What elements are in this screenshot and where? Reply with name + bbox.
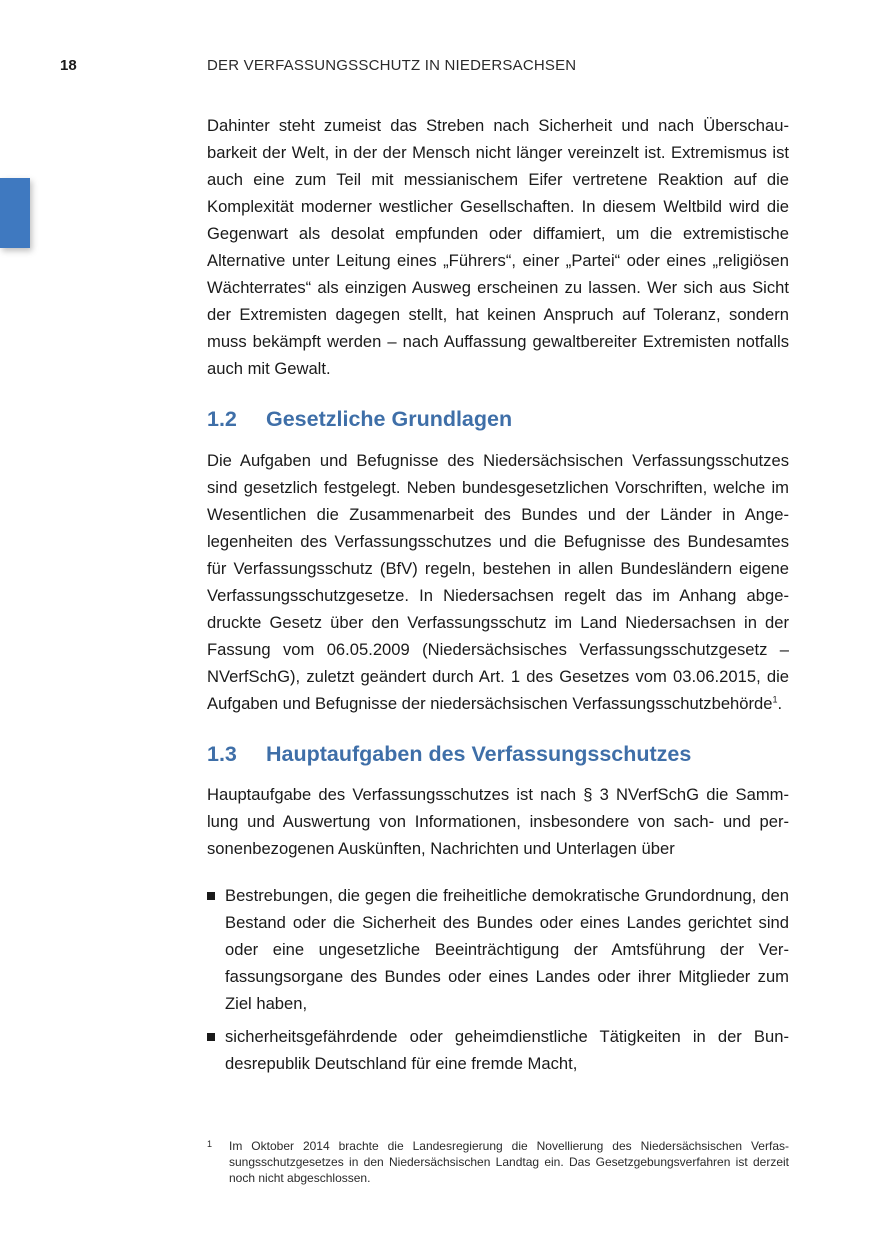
section-heading-1-3 <box>207 739 789 769</box>
square-bullet-icon <box>207 1033 215 1041</box>
intro-paragraph: Dahinter steht zumeist das Streben nach Sicherheit und nach Überschaubarkeit der Welt, in der der Mensch nicht länger vereinzelt ist. Extremismus ist auch eine zum Teil mit messianischem Eifer vertretene Reaktion auf die Komplexität moderner westlicher Gesellschaften. In diesem Weltbild wird die Gegenwart als desolat empfunden oder diffamiert, um die extremistische Alternative unter Leitung eines „Führers“, einer „Partei“ oder eines „religiösen Wächterrates“ als einzigen Ausweg erscheinen zu lassen. Wer sich aus Sicht der Extremisten dagegen stellt, hat keinen Anspruch auf Toleranz, sondern muss bekämpft werden – nach Auffassung gewaltbereiter Extremisten notfalls auch mit Gewalt. <box>207 116 789 378</box>
paragraph-text: Die Aufgaben und Befugnisse des Niedersächsischen Verfassungsschutzes sind gesetzlich festgelegt. Neben bundesgesetzlichen Vorschriften, welche im Wesentlichen die Zusammenarbeit des Bundes und der Länder in Angelegenheiten des Verfassungsschutzes und die Befugnisse des Bundesamtes für Verfassungsschutz (BfV) regeln, bestehen in allen Bundesländern eigene Verfassungsschutzgesetze. In Niedersachsen regelt das im Anhang abgedruckte Gesetz über den Verfassungsschutz im Land Niedersachsen in der Fassung vom 06.05.2009 (Niedersächsisches Verfassungsschutzgesetz – NVerfSchG), zuletzt geändert durch Art. 1 des Gesetzes vom 03.06.2015, die Aufgaben und Befugnisse der niedersächsischen Verfassungsschutzbehörde <box>207 451 789 713</box>
footnote <box>207 1138 789 1186</box>
section-number: 1.2 <box>207 407 237 431</box>
section-title: Hauptaufgaben des Verfassungsschutzes <box>266 742 692 766</box>
section-number: 1.3 <box>207 742 237 766</box>
list-item-text: sicherheitsgefährdende oder geheimdienstliche Tätigkeiten in der Bundesrepublik Deutschland für eine fremde Macht, <box>225 1027 789 1073</box>
main-content <box>207 112 789 1083</box>
paragraph-end: . <box>777 694 783 713</box>
section-title: Gesetzliche Grundlagen <box>266 407 513 431</box>
running-header: DER VERFASSUNGSSCHUTZ IN NIEDERSACHSEN <box>207 57 577 74</box>
footnote-reference[interactable]: 1 <box>772 694 778 705</box>
bullet-list <box>207 882 789 1077</box>
footnote-mark: 1 <box>207 1139 213 1149</box>
section-1-2-paragraph <box>207 447 789 717</box>
list-item <box>207 882 789 1017</box>
chapter-tab-marker <box>0 178 30 248</box>
page-number: 18 <box>60 57 77 74</box>
section-heading-1-2 <box>207 404 789 434</box>
list-item <box>207 1023 789 1077</box>
section-1-3-paragraph: Hauptaufgabe des Verfassungsschutzes ist nach § 3 NVerfSchG die Sammlung und Auswertung von Informationen, insbesondere von sach- und personenbezogenen Auskünften, Nachrichten und Unterlagen über <box>207 785 789 858</box>
square-bullet-icon <box>207 892 215 900</box>
list-item-text: Bestrebungen, die gegen die freiheitliche demokratische Grundordnung, den Bestand oder die Sicherheit des Bundes oder eines Landes gerichtet sind oder eine ungesetzliche Beeinträchtigung der Amtsführung der Verfassungsorgane des Bundes oder eines Landes oder ihrer Mitglieder zum Ziel haben, <box>225 886 789 1013</box>
footnote-text: Im Oktober 2014 brachte die Landesregierung die Novellierung des Niedersächsischen Verfassungsschutzgesetzes in den Niedersächsischen Landtag ein. Das Gesetzgebungsverfahren ist derzeit noch nicht abgeschlossen. <box>229 1139 789 1185</box>
